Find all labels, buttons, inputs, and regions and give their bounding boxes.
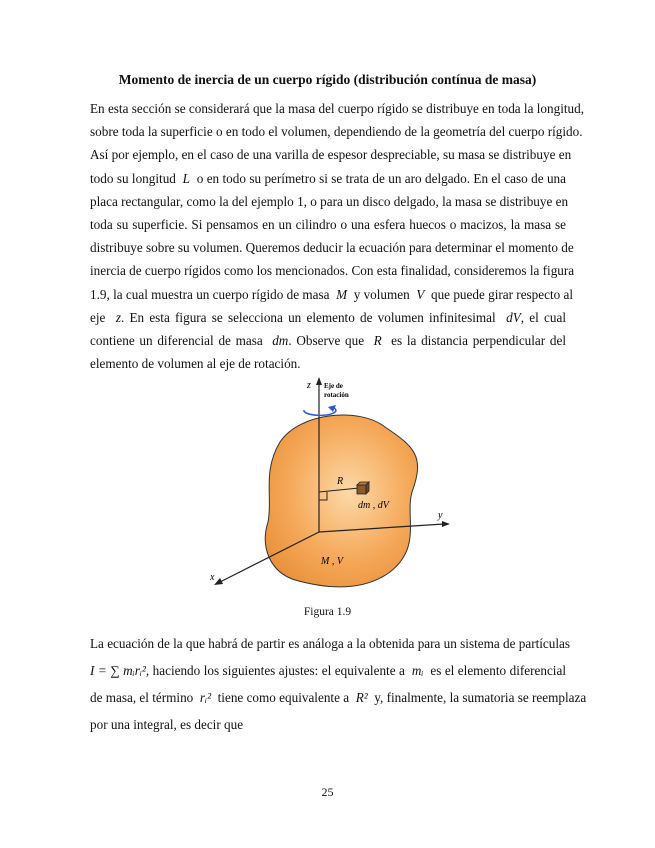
text-line: por una integral, es decir que — [90, 717, 244, 732]
y-axis-arrowhead — [442, 521, 450, 527]
text-line: elemento de volumen al eje de rotación. — [90, 356, 301, 372]
z-axis-label: z — [307, 380, 311, 391]
y-axis-label: y — [438, 510, 443, 521]
text-line: sobre toda la superficie o en todo el volumen, dependiendo de la geometría del cuerpo rígido. — [90, 124, 583, 140]
rigid-body-diagram — [200, 372, 470, 597]
text-line: de masa, el término rᵢ² tiene como equivalente a R² y, finalmente, la sumatoria se reemplaza — [90, 690, 587, 705]
page-number: 25 — [321, 785, 334, 799]
text-line: 1.9, la cual muestra un cuerpo rígido de masa M y volumen V que puede girar respecto al — [90, 286, 574, 302]
rigid-body-figure — [200, 372, 470, 597]
axis-caption-line2: rotación — [324, 391, 349, 399]
x-axis-label: x — [210, 572, 215, 583]
z-axis-arrowhead — [316, 377, 322, 385]
rotation-arrow-icon — [304, 405, 336, 415]
text-line: contiene un diferencial de masa dm. Observe que R es la distancia perpendicular del — [90, 332, 567, 348]
paragraph-2 — [90, 630, 587, 738]
body-mass-volume-label: M , V — [321, 556, 343, 567]
text-line: todo su longitud L o en todo su perímetro si se trata de un aro delgado. En el caso de una — [90, 170, 566, 186]
text-line: toda su superficie. Si pensamos en un cilindro o una esfera huecos o macizos, la masa se — [90, 216, 566, 232]
text-line: La ecuación de la que habrá de partir es análoga a la obtenida para un sistema de partículas — [90, 636, 571, 651]
text-line: inercia de cuerpo rígidos como los mencionados. Con esta finalidad, consideremos la figura — [90, 263, 575, 279]
axis-caption-line1: Eje de — [324, 382, 343, 390]
text-line: eje z. En esta figura se selecciona un elemento de volumen infinitesimal dV, el cual — [90, 309, 567, 325]
mass-element-label: dm , dV — [358, 500, 389, 511]
text-line: En esta sección se considerará que la masa del cuerpo rígido se distribuye en toda la longitud, — [90, 101, 585, 116]
volume-element — [357, 482, 369, 494]
text-line: I = ∑ mᵢrᵢ², haciendo los siguientes ajustes: el equivalente a mᵢ es el elemento diferencial — [90, 663, 566, 678]
text-line: placa rectangular, como la del ejemplo 1, o para un disco delgado, la masa se distribuye en — [90, 193, 569, 209]
paragraph-1 — [90, 97, 585, 375]
text-line: distribuye sobre su volumen. Queremos deducir la ecuación para determinar el momento de — [90, 240, 574, 256]
section-title: Momento de inercia de un cuerpo rígido (distribución contínua de masa) — [118, 72, 537, 87]
figure-caption: Figura 1.9 — [303, 606, 352, 618]
radius-label: R — [337, 476, 344, 487]
x-axis-arrowhead — [214, 578, 223, 585]
inertia-formula: I = ∑ mᵢrᵢ² — [90, 663, 146, 678]
text-line: Así por ejemplo, en el caso de una varilla de espesor despreciable, su masa se distribuye en — [90, 147, 572, 163]
